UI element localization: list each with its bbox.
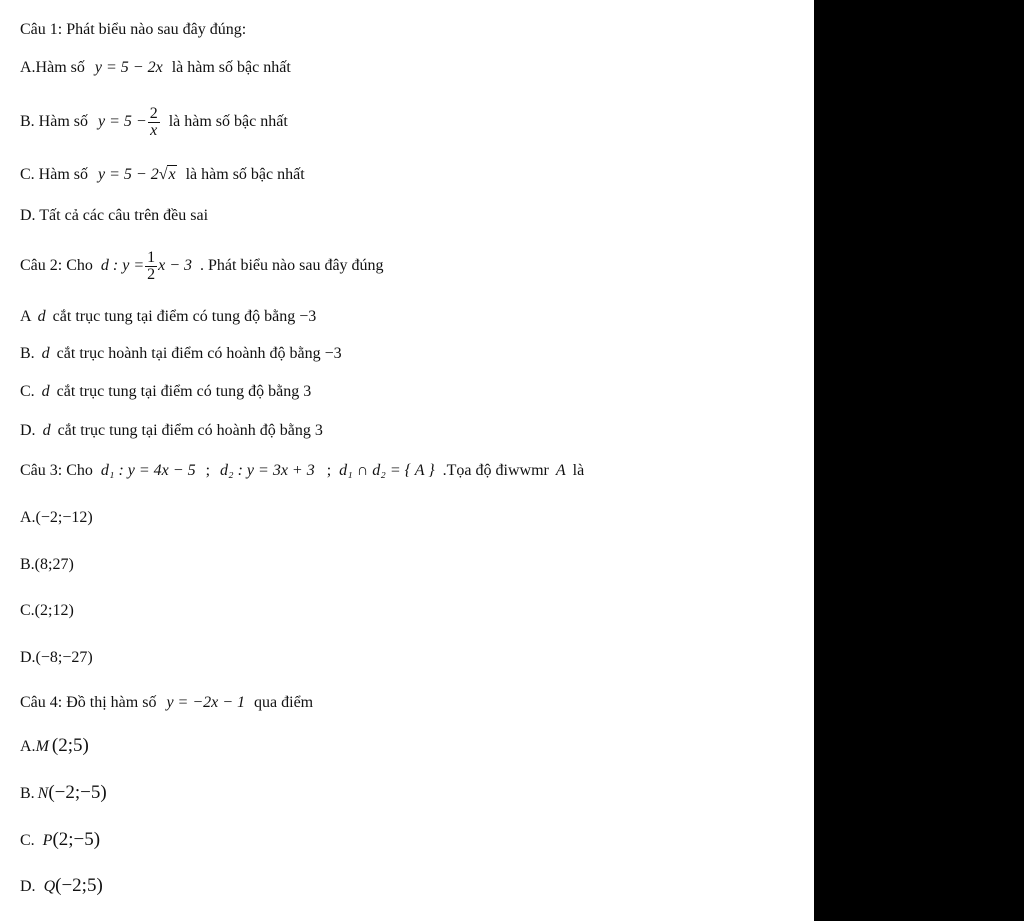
question-4-stem [20, 693, 313, 713]
option-coords: (2;−5) [52, 829, 101, 850]
line-d1-equation: d₁ : y = 4x − 5 [100, 462, 196, 479]
question-1-option-c [20, 165, 305, 185]
option-b-prefix: B. Hàm số [20, 113, 88, 130]
question-2-expression-tail: x − 3 [158, 257, 193, 274]
option-label: C. [20, 832, 35, 849]
question-2-stem [20, 246, 384, 286]
option-c-prefix: C. Hàm số [20, 166, 88, 183]
option-variable: d [41, 345, 50, 362]
option-coords: (−2;5) [55, 875, 103, 896]
question-4-option-d [20, 876, 103, 897]
question-2-expression-lead: d : y = [100, 257, 145, 274]
option-label: B. [20, 785, 35, 802]
question-3-stem [20, 461, 584, 481]
fraction-denominator: x [150, 121, 158, 139]
option-variable: d [42, 422, 51, 439]
option-point: Q [43, 878, 56, 895]
fraction-numerator: 2 [149, 104, 158, 122]
question-4-option-a [20, 736, 89, 757]
line-d2-equation: d₂ : y = 3x + 3 [220, 462, 315, 479]
question-2-option-c [20, 382, 311, 402]
option-label: C. [20, 383, 35, 400]
option-label: D. [20, 878, 36, 895]
sqrt-symbol: √ [158, 166, 168, 183]
question-1-stem: Câu 1: Phát biểu nào sau đây đúng: [20, 21, 247, 38]
question-4-option-c [20, 830, 100, 851]
option-a-expression: y = 5 − 2x [94, 59, 163, 76]
sqrt-radicand: x [168, 166, 176, 183]
question-3-suffix: .Tọa độ điwwmr [442, 462, 549, 479]
question-1-option-b [20, 102, 288, 142]
intersection-expression: d₁ ∩ d₂ = { A } [339, 462, 435, 479]
question-3-option-a: A.(−2;−12) [20, 509, 93, 526]
question-3-option-c: C.(2;12) [20, 602, 74, 619]
question-2-suffix: . Phát biểu nào sau đây đúng [200, 257, 384, 274]
question-2-fraction [145, 250, 157, 283]
option-text: cắt trục tung tại điểm có hoành độ bằng 3 [57, 422, 323, 439]
option-b-expression-lead: y = 5 − [98, 113, 147, 130]
fraction-denominator: 2 [147, 265, 156, 283]
option-variable: d [41, 383, 50, 400]
question-3-option-b: B.(8;27) [20, 556, 74, 573]
question-1-option-d: D. Tất cả các câu trên đều sai [20, 207, 209, 224]
option-point: M [35, 738, 49, 755]
option-point: N [37, 785, 49, 802]
separator: ; [205, 462, 211, 479]
question-1-option-a [20, 58, 291, 78]
option-coords: (2;5) [51, 735, 89, 756]
question-3-prefix: Câu 3: Cho [20, 462, 93, 479]
option-coords: (−2;−5) [48, 782, 107, 803]
question-4-option-b [20, 783, 107, 804]
option-text: cắt trục tung tại điểm có tung độ bằng −3 [52, 308, 317, 325]
option-point: P [42, 832, 53, 849]
option-c-expression-lead: y = 5 − 2 [98, 166, 159, 183]
option-label: A. [20, 738, 36, 755]
option-b-fraction [148, 106, 160, 139]
option-a-suffix: là hàm số bậc nhất [171, 59, 291, 76]
point-variable: A [555, 462, 566, 479]
question-3-option-d: D.(−8;−27) [20, 649, 93, 666]
option-a-prefix: A.Hàm số [20, 59, 85, 76]
option-b-suffix: là hàm số bậc nhất [168, 113, 288, 130]
question-2-option-d [20, 421, 323, 441]
question-4-suffix: qua điểm [254, 694, 314, 711]
question-4-expression: y = −2x − 1 [166, 694, 246, 711]
question-2-option-a [20, 307, 316, 327]
option-text: cắt trục hoành tại điểm có hoành độ bằng −3 [56, 345, 342, 362]
question-2-option-b [20, 344, 342, 364]
option-c-suffix: là hàm số bậc nhất [185, 166, 305, 183]
option-label: B. [20, 345, 35, 362]
option-label: D. [20, 422, 36, 439]
separator: ; [326, 462, 332, 479]
question-4-prefix: Câu 4: Đồ thị hàm số [20, 694, 157, 711]
option-label: A [20, 308, 31, 325]
question-3-end: là [572, 462, 585, 479]
option-variable: d [37, 308, 46, 325]
fraction-numerator: 1 [147, 248, 156, 266]
option-text: cắt trục tung tại điểm có tung độ bằng 3 [56, 383, 312, 400]
question-2-prefix: Câu 2: Cho [20, 257, 93, 274]
